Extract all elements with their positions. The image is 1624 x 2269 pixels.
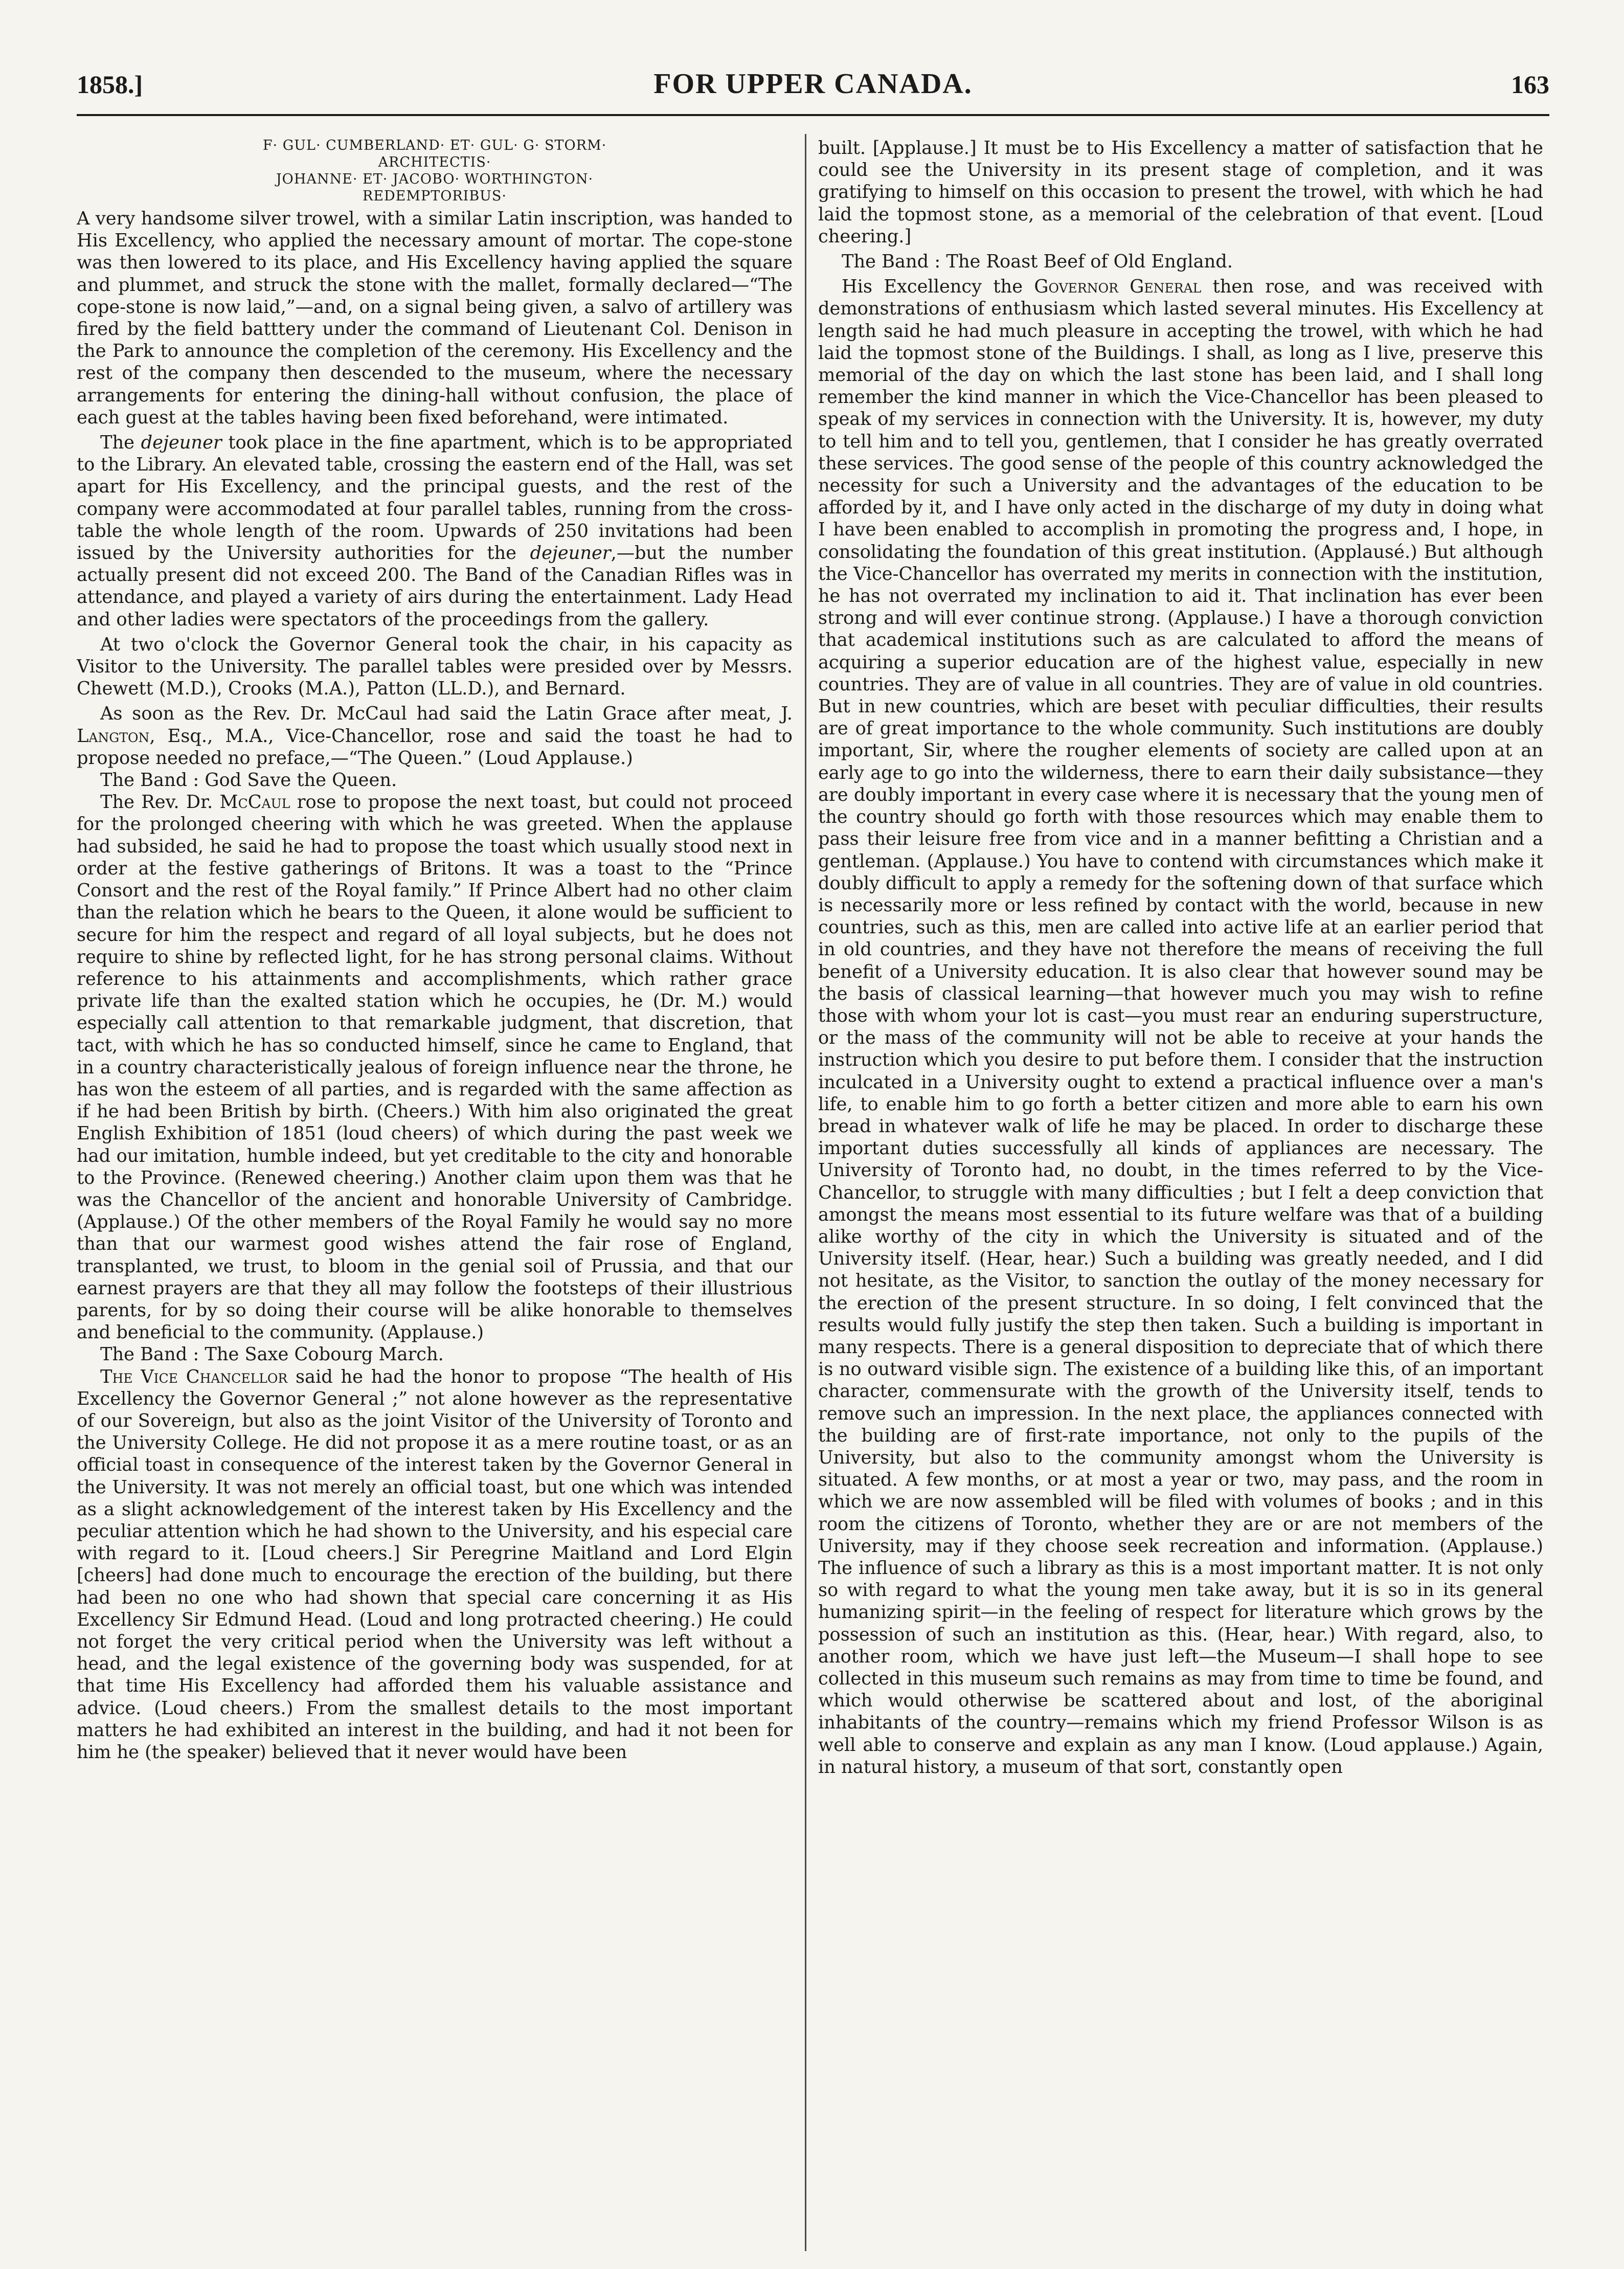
right-column <box>818 137 1543 2239</box>
italic-text: dejeuner <box>530 543 611 564</box>
text-run: , Esq., M.A., Vice-Chancellor, rose and said the toast he had to propose needed no preface,—“The Queen.” (Loud Applause.) <box>77 725 793 769</box>
inscription-line: F· GUL· CUMBERLAND· ET· GUL· G· STORM· <box>262 138 607 153</box>
band-line: The Band : The Roast Beef of Old England. <box>842 251 1233 273</box>
small-caps-name: Governor General <box>1034 276 1202 298</box>
text-run: The Rev. Dr. <box>100 792 220 813</box>
paragraph: A very handsome silver trowel, with a similar Latin inscription, was handed to His Excellency, who applied the necessary amount of mortar. The cope-stone was then lowered to its place, and His Excellency having applied the square and plummet, and struck the stone with the mallet, formally declared—“The cope-stone is now laid,”—and, on a signal being given, a salvo of artillery was fired by the field batttery under the command of Lieutenant Col. Denison in the Park to announce the completion of the ceremony. His Excellency and the rest of the company then descended to the museum, where the necessary arrangements for entering the dining-hall without confusion, the place of each guest at the tables having been fixed beforehand, were intimated. <box>77 208 793 428</box>
page-number: 163 <box>1511 70 1549 99</box>
small-caps-name: McCaul <box>219 792 290 813</box>
column-divider <box>805 134 806 2251</box>
paragraph: At two o'clock the Governor General took the chair, in his capacity as Visitor to the University. The parallel tables were presided over by Messrs. Chewett (M.D.), Crooks (M.A.), Patton (LL.D.), and Bernard. <box>77 634 793 700</box>
running-header <box>77 60 1549 116</box>
paragraph <box>77 1366 793 1764</box>
text-run: The <box>100 432 141 454</box>
paragraph <box>818 276 1543 1778</box>
latin-inscription <box>77 137 793 205</box>
paragraph <box>77 703 793 769</box>
paragraph: built. [Applause.] It must be to His Excellency a matter of satisfaction that he could see the University in its present stage of completion, and it was gratifying to himself on this occasion to present the trowel, with which he had laid the topmost stone, as a memorial of the celebration of that event. [Loud cheering.] <box>818 138 1543 247</box>
paragraph <box>77 791 793 1343</box>
italic-text: dejeuner <box>141 432 222 454</box>
paragraph <box>77 432 793 631</box>
text-run: said he had the honor to propose “The health of His Excellency the Governor General ;” not alone however as the representative of our Sovereign, but also as the joint Visitor of the University of Toronto and the University College. He did not propose it as a mere routine toast, or as an official toast in consequence of the interest taken by the Governor General in the University. It was not merely an official toast, but one which was intended as a slight acknowledgement of the interest taken by His Excellency and the peculiar attention which he had shown to the University, and his especial care with regard to it. [Loud cheers.] Sir Peregrine Maitland and Lord Elgin [cheers] had done much to encourage the erection of the building, but there had been no one who had shown that special care concerning it as His Excellency Sir Edmund Head. (Loud and long protracted cheering.) He could not forget the very critical period when the University was left without a head, and the legal existence of the governing body was suspended, for at that time His Excellency had afforded them his valuable assistance and advice. (Loud cheers.) From the smallest details to the most important matters he had exhibited an interest in the building, and had it not been for him he (the speaker) believed that it never would have been <box>77 1366 793 1763</box>
band-line: The Band : The Saxe Cobourg March. <box>100 1344 444 1365</box>
inscription-line: ARCHITECTIS· <box>378 154 491 170</box>
left-column <box>77 137 793 2239</box>
text-run: then rose, and was received with demonstrations of enthusiasm which lasted several minutes. His Excellency at length said he had much pleasure in accepting the trowel, with which he had laid the topmost stone of the Buildings. I shall, as long as I live, preserve this memorial of the day on which the last stone has been laid, and I shall long remember the kind manner in which the Vice-Chancellor has been pleased to speak of my services in connection with the University. It is, however, my duty to tell him and to tell you, gentlemen, that I consider he has greatly overrated these services. The good sense of the people of this country acknowledged the necessity for such a University and the advantages of the education to be afforded by it, and I have only acted in the discharge of my duty in doing what I have been enabled to accomplish in promoting the progress and, I hope, in consolidating the foundation of this great institution. (Applausé.) But although the Vice-Chancellor has overrated my merits in connection with the institution, he has not overrated my inclination to aid it. That inclination has ever been strong and will ever continue strong. (Applause.) I have a thorough conviction that academical institutions such as are calculated to afford the means of acquiring a superior education are of the highest value, especially in new countries. They are of value in all countries. They are of value in old countries. But in new countries, which are beset with peculiar difficulties, their results are of great importance to the whole community. Such institutions are doubly important, Sir, where the rougher elements of society are called upon at an early age to go into the wilderness, there to earn their daily subsistance—they are doubly important in every case where it is necessary that the young men of the country should go forth with those resources which may enable them to pass their leisure free from vice and in a manner befitting a Christian and a gentleman. (Applause.) You have to contend with circumstances which make it doubly difficult to apply a remedy for the softening down of that surface which is necessarily more or less refined by contact with the world, because in new countries, such as this, men are called into active life at an earlier period that in old countries, and they have not therefore the means of receiving the full benefit of a University education. It is also clear that however sound may be the basis of classical learning—that however much you may wish to refine those with whom your lot is cast—you must rear an enduring superstructure, or the mass of the community will not be able to receive at your hands the instruction which you desire to put before them. I consider that the instruction inculcated in a University ought to extend a practical influence over a man's life, to enable him to go forth a better citizen and more able to earn his own bread in whatever walk of life he may be placed. In order to discharge these important duties successfully all kinds of appliances are necessary. The University of Toronto had, no doubt, in the times referred to by the Vice-Chancellor, to struggle with many difficulties ; but I felt a deep conviction that amongst the means most essential to its future welfare was that of a building alike worthy of the city in which the University is situated and of the University itself. (Hear, hear.) Such a building was greatly needed, and I did not hesitate, as the Visitor, to sanction the outlay of the money necessary for the erection of the present structure. In so doing, I felt convinced that the results would fully justify the step then taken. Such a building is important in many respects. There is a general disposition to depreciate that of which there is no outward visible sign. The existence of a building like this, of an important character, commensurate with the growth of the University itself, tends to remove such an impression. In the next place, the appliances connected with the building are of first-rate importance, not only to the pupils of the University, but also to the community amongst whom the University is situated. A few months, or at most a year or two, may pass, and the room in which we are now assembled will be filed with volumes of books ; and in this room the citizens of Toronto, whether they are or are not members of the University, may if they choose seek recreation and information. (Applause.) The influence of such a library as this is a most important matter. It is not only so with regard to what the young men take away, but it is so in its general humanizing spirit—in the feeling of respect for literature which grows by the possession of such an institution as this. (Hear, hear.) With regard, also, to another room, which we have just left—the Museum—I shall hope to see collected in this museum such remains as may from time to time be found, and which would otherwise be scattered about and lost, of the aboriginal inhabitants of the country—remains which my friend Professor Wilson is as well able to conserve and explain as any man I know. (Loud applause.) Again, in natural history, a museum of that sort, constantly open <box>818 276 1543 1778</box>
text-run: His Excellency the <box>842 276 1034 298</box>
header-year: 1858.] <box>77 70 143 99</box>
small-caps-name: Langton <box>77 725 150 747</box>
text-run: ,—but the number actually present did not exceed 200. The Band of the Canadian Rifles was in attendance, and played a variety of airs during the entertainment. Lady Head and other ladies were spectators of the proceedings from the gallery. <box>77 543 793 630</box>
header-title: FOR UPPER CANADA. <box>653 68 973 100</box>
inscription-line: REDEMPTORIBUS· <box>362 188 507 204</box>
small-caps-name: The Vice Chancellor <box>100 1366 288 1387</box>
text-run: rose to propose the next toast, but could not proceed for the prolonged cheering with which he was greeted. When the applause had subsided, he said he had to propose the toast which usually stood next in order at the festive gatherings of Britons. It was a toast to the “Prince Consort and the rest of the Royal family.” If Prince Albert had no other claim than the relation which he bears to the Queen, it alone would be sufficient to secure for him the respect and regard of all loyal subjects, but he does not require to shine by reflected light, for he has strong personal claims. Without reference to his attainments and accomplishments, which rather grace private life than the exalted station which he occupies, he (Dr. M.) would especially call attention to that remarkable judgment, that discretion, that tact, with which he has so conducted himself, since he came to England, that in a country characteristically jealous of foreign influence near the throne, he has won the esteem of all parties, and is regarded with the same affection as if he had been British by birth. (Cheers.) With him also originated the great English Exhibition of 1851 (loud cheers) of which during the past week we had our imitation, humble indeed, but yet creditable to the city and honorable to the Province. (Renewed cheering.) Another claim upon them was that he was the Chancellor of the ancient and honorable University of Cambridge. (Applause.) Of the other members of the Royal Family he would say no more than that our warmest good wishes attend the fair rose of England, transplanted, we trust, to bloom in the genial soil of Prussia, and that our earnest prayers are that they all may follow the footsteps of their illustrious parents, for by so doing their course will be alike honorable to themselves and beneficial to the community. (Applause.) <box>77 792 793 1343</box>
text-run: took place in the fine apartment, which is to be appropriated to the Library. An elevated table, crossing the eastern end of the Hall, was set apart for His Excellency, and the principal guests, and the rest of the company were accommodated at four parallel tables, running from the cross-table the whole length of the room. Upwards of 250 invitations had been issued by the University authorities for the <box>77 432 793 564</box>
band-line: The Band : God Save the Queen. <box>100 770 397 791</box>
text-run: As soon as the Rev. Dr. McCaul had said the Latin Grace after meat, J. <box>100 703 793 725</box>
inscription-line: JOHANNE· ET· JACOBO· WORTHINGTON· <box>276 171 594 187</box>
